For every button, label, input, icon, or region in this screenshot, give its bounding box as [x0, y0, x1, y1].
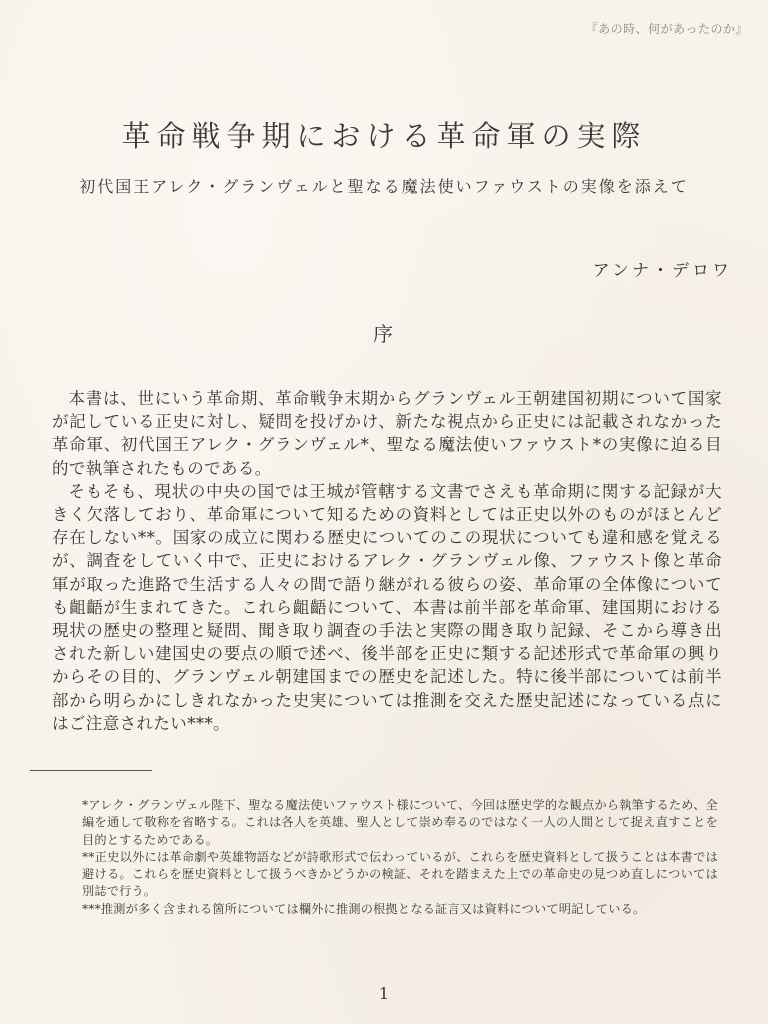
body-text	[52, 387, 722, 735]
section-title: 序	[373, 322, 395, 346]
document-subtitle: 初代国王アレク・グランヴェルと聖なる魔法使いファウストの実像を添えて	[79, 177, 689, 196]
footnote: ***推測が多く含まれる箇所については欄外に推測の根拠となる証言又は資料について明記している。	[82, 901, 646, 916]
footnote: *アレク・グランヴェル陛下、聖なる魔法使いファウスト様について、今回は歴史学的な観点から執筆するため、全編を通して敬称を省略する。これは各人を英雄、聖人として崇め奉るのではなく一人の人間として捉え直すことを目的とするためである。	[82, 798, 718, 847]
footnotes	[82, 797, 718, 918]
footnote: **正史以外には革命劇や英雄物語などが詩歌形式で伝わっているが、これらを歴史資料として扱うことは本書では避ける。これらを歴史資料として扱うべきかどうかの検証、それを踏まえた上での革命史の見つめ直しについては別誌で行う。	[82, 849, 718, 899]
paragraph: そもそも、現状の中央の国では王城が管轄する文書でさえも革命期に関する記録が大きく欠落しており、革命軍について知るための資料としては正史以外のものがほとんど存在しない**。国家の成立に関わる歴史についてのこの現状についても違和感を覚えるが、調査をしていく中で、正史におけるアレク・グランヴェル像、ファウスト像と革命軍が取った進路で生活する人々の間で語り継がれる彼らの姿、革命軍の全体像についても齟齬が生まれてきた。これら齟齬について、本書は前半部を革命軍、建国期における現状の歴史の整理と疑問、聞き取り調査の手法と実際の聞き取り記録、そこから導き出された新しい建国史の要点の順で述べ、後半部を正史に類する記述形式で革命軍の興りからその目的、グランヴェル朝建国までの歴史を記述した。特に後半部については前半部から明らかにしきれなかった史実については推測を交えた歴史記述になっている点にはご注意されたい***。	[52, 481, 722, 733]
author-name: アンナ・デロワ	[592, 261, 732, 281]
document-title: 革命戦争期における革命軍の実際	[121, 119, 647, 153]
paragraph: 本書は、世にいう革命期、革命戦争末期からグランヴェル王朝建国初期について国家が記している正史に対し、疑問を投げかけ、新たな視点から正史には記載されなかった革命軍、初代国王アレク・グランヴェル*、聖なる魔法使いファウスト*の実像に迫る目的で執筆されたものである。	[52, 389, 722, 478]
running-header: 『あの時、何があったのか』	[585, 22, 748, 36]
footnote-divider	[30, 770, 152, 771]
page-number: 1	[378, 984, 390, 1003]
